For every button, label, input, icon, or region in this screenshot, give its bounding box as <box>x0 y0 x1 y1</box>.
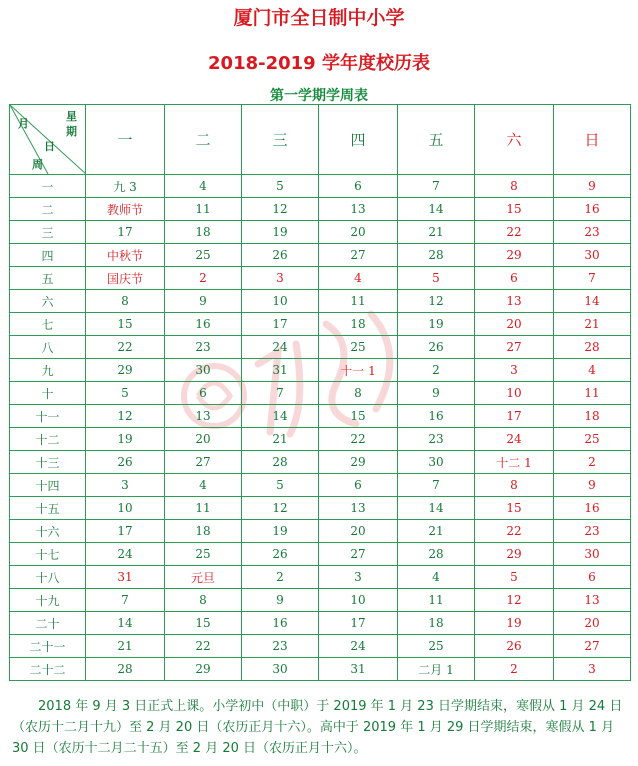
table-row <box>10 244 631 267</box>
day-cell: 15 <box>319 405 398 428</box>
day-cell: 20 <box>319 520 398 543</box>
day-cell: 4 <box>398 566 475 589</box>
day-cell: 14 <box>242 405 319 428</box>
day-cell: 19 <box>242 221 319 244</box>
day-cell: 7 <box>242 382 319 405</box>
day-cell: 18 <box>165 520 242 543</box>
day-cell: 5 <box>398 267 475 290</box>
day-cell: 8 <box>475 175 554 198</box>
day-cell: 29 <box>165 658 242 681</box>
day-cell: 5 <box>242 474 319 497</box>
day-cell: 16 <box>398 405 475 428</box>
table-row <box>10 520 631 543</box>
day-cell: 28 <box>242 451 319 474</box>
day-cell: 十一 1 <box>319 359 398 382</box>
table-row <box>10 635 631 658</box>
day-cell: 6 <box>319 175 398 198</box>
table-row <box>10 543 631 566</box>
day-cell: 7 <box>398 175 475 198</box>
table-row <box>10 497 631 520</box>
header-sunday: 日 <box>554 105 631 175</box>
day-cell: 教师节 <box>86 198 165 221</box>
day-cell: 17 <box>475 405 554 428</box>
day-cell: 30 <box>242 658 319 681</box>
day-cell: 3 <box>554 658 631 681</box>
day-cell: 10 <box>242 290 319 313</box>
day-cell: 7 <box>398 474 475 497</box>
day-cell: 16 <box>554 497 631 520</box>
week-number-cell: 十五 <box>10 497 86 520</box>
day-cell: 8 <box>319 382 398 405</box>
day-cell: 23 <box>398 428 475 451</box>
table-row <box>10 313 631 336</box>
table-row <box>10 382 631 405</box>
table-row <box>10 336 631 359</box>
week-number-cell: 二十一 <box>10 635 86 658</box>
corner-week-label-2: 期 <box>66 125 77 138</box>
day-cell: 2 <box>554 451 631 474</box>
day-cell: 6 <box>554 566 631 589</box>
day-cell: 29 <box>475 543 554 566</box>
day-cell: 28 <box>554 336 631 359</box>
table-row <box>10 175 631 198</box>
day-cell: 7 <box>554 267 631 290</box>
page-title: 厦门市全日制中小学 <box>233 7 405 29</box>
day-cell: 19 <box>86 428 165 451</box>
table-row <box>10 566 631 589</box>
day-cell: 9 <box>165 290 242 313</box>
day-cell: 31 <box>319 658 398 681</box>
day-cell: 11 <box>165 198 242 221</box>
day-cell: 20 <box>554 612 631 635</box>
week-number-cell: 三 <box>10 221 86 244</box>
day-cell: 20 <box>319 221 398 244</box>
day-cell: 22 <box>475 221 554 244</box>
day-cell: 8 <box>475 474 554 497</box>
week-number-cell: 五 <box>10 267 86 290</box>
day-cell: 十二 1 <box>475 451 554 474</box>
week-number-cell: 八 <box>10 336 86 359</box>
day-cell: 22 <box>86 336 165 359</box>
day-cell: 15 <box>165 612 242 635</box>
day-cell: 3 <box>319 566 398 589</box>
day-cell: 26 <box>398 336 475 359</box>
day-cell: 19 <box>475 612 554 635</box>
day-cell: 29 <box>475 244 554 267</box>
day-cell: 4 <box>554 359 631 382</box>
day-cell: 27 <box>165 451 242 474</box>
day-cell: 11 <box>165 497 242 520</box>
week-number-cell: 十 <box>10 382 86 405</box>
day-cell: 26 <box>475 635 554 658</box>
week-number-cell: 九 <box>10 359 86 382</box>
day-cell: 13 <box>165 405 242 428</box>
day-cell: 18 <box>398 612 475 635</box>
day-cell: 16 <box>242 612 319 635</box>
day-cell: 14 <box>86 612 165 635</box>
day-cell: 26 <box>86 451 165 474</box>
day-cell: 27 <box>475 336 554 359</box>
day-cell: 元旦 <box>165 566 242 589</box>
week-number-cell: 十八 <box>10 566 86 589</box>
day-cell: 12 <box>242 198 319 221</box>
day-cell: 20 <box>475 313 554 336</box>
day-cell: 26 <box>242 543 319 566</box>
day-cell: 28 <box>86 658 165 681</box>
day-cell: 22 <box>165 635 242 658</box>
day-cell: 5 <box>242 175 319 198</box>
day-cell: 6 <box>475 267 554 290</box>
corner-week-num-label: 周 <box>32 158 43 171</box>
day-cell: 17 <box>86 221 165 244</box>
day-cell: 15 <box>475 198 554 221</box>
corner-day-label: 日 <box>44 140 55 153</box>
day-cell: 14 <box>398 497 475 520</box>
day-cell: 17 <box>86 520 165 543</box>
day-cell: 9 <box>554 175 631 198</box>
day-cell: 16 <box>554 198 631 221</box>
day-cell: 2 <box>475 658 554 681</box>
table-row <box>10 405 631 428</box>
day-cell: 10 <box>475 382 554 405</box>
day-cell: 国庆节 <box>86 267 165 290</box>
day-cell: 27 <box>554 635 631 658</box>
day-cell: 6 <box>165 382 242 405</box>
day-cell: 17 <box>319 612 398 635</box>
day-cell: 28 <box>398 244 475 267</box>
day-cell: 4 <box>165 474 242 497</box>
table-row <box>10 428 631 451</box>
day-cell: 13 <box>475 290 554 313</box>
day-cell: 12 <box>242 497 319 520</box>
header-saturday: 六 <box>475 105 554 175</box>
week-number-cell: 二十 <box>10 612 86 635</box>
day-cell: 30 <box>165 359 242 382</box>
day-cell: 21 <box>242 428 319 451</box>
day-cell: 21 <box>398 221 475 244</box>
day-cell: 14 <box>554 290 631 313</box>
day-cell: 24 <box>475 428 554 451</box>
day-cell: 11 <box>554 382 631 405</box>
day-cell: 7 <box>86 589 165 612</box>
day-cell: 30 <box>554 543 631 566</box>
day-cell: 26 <box>242 244 319 267</box>
week-number-cell: 十九 <box>10 589 86 612</box>
day-cell: 23 <box>165 336 242 359</box>
day-cell: 21 <box>554 313 631 336</box>
day-cell: 14 <box>398 198 475 221</box>
week-number-cell: 十四 <box>10 474 86 497</box>
day-cell: 15 <box>475 497 554 520</box>
day-cell: 10 <box>319 589 398 612</box>
table-row <box>10 589 631 612</box>
day-cell: 22 <box>319 428 398 451</box>
day-cell: 24 <box>86 543 165 566</box>
day-cell: 17 <box>242 313 319 336</box>
day-cell: 中秋节 <box>86 244 165 267</box>
week-number-cell: 七 <box>10 313 86 336</box>
day-cell: 20 <box>165 428 242 451</box>
table-row <box>10 612 631 635</box>
day-cell: 12 <box>475 589 554 612</box>
day-cell: 22 <box>475 520 554 543</box>
day-cell: 19 <box>398 313 475 336</box>
day-cell: 8 <box>86 290 165 313</box>
day-cell: 23 <box>554 221 631 244</box>
corner-header-cell <box>10 105 86 175</box>
day-cell: 2 <box>398 359 475 382</box>
school-calendar-table <box>9 104 631 681</box>
table-row <box>10 451 631 474</box>
day-cell: 31 <box>242 359 319 382</box>
day-cell: 12 <box>86 405 165 428</box>
week-number-cell: 十三 <box>10 451 86 474</box>
day-cell: 13 <box>319 198 398 221</box>
day-cell: 6 <box>319 474 398 497</box>
day-cell: 九 3 <box>86 175 165 198</box>
day-cell: 4 <box>165 175 242 198</box>
table-title: 第一学期学周表 <box>270 88 368 104</box>
day-cell: 二月 1 <box>398 658 475 681</box>
day-cell: 4 <box>319 267 398 290</box>
day-cell: 31 <box>86 566 165 589</box>
day-cell: 25 <box>319 336 398 359</box>
header-monday: 一 <box>86 105 165 175</box>
day-cell: 5 <box>475 566 554 589</box>
header-row <box>10 105 631 175</box>
day-cell: 21 <box>398 520 475 543</box>
week-number-cell: 十六 <box>10 520 86 543</box>
day-cell: 2 <box>165 267 242 290</box>
day-cell: 3 <box>475 359 554 382</box>
day-cell: 3 <box>242 267 319 290</box>
day-cell: 25 <box>398 635 475 658</box>
table-row <box>10 658 631 681</box>
day-cell: 27 <box>319 543 398 566</box>
table-row <box>10 221 631 244</box>
day-cell: 13 <box>319 497 398 520</box>
day-cell: 11 <box>398 589 475 612</box>
day-cell: 24 <box>319 635 398 658</box>
semester-note: 2018 年 9 月 3 日正式上课。小学初中（中职）于 2019 年 1 月 23 日学期结束，寒假从 1 月 24 日（农历十二月十九）至 2 月 20 日（农历正月十六）。高中于 2019 年 1 月 29 日学期结束，寒假从 1 月 30 日（农历十二月二十五）至 2 月 20 日（农历正月十六）。 <box>12 699 623 756</box>
day-cell: 11 <box>319 290 398 313</box>
day-cell: 25 <box>165 543 242 566</box>
day-cell: 21 <box>86 635 165 658</box>
header-thursday: 四 <box>319 105 398 175</box>
day-cell: 18 <box>319 313 398 336</box>
day-cell: 30 <box>398 451 475 474</box>
day-cell: 18 <box>554 405 631 428</box>
day-cell: 27 <box>319 244 398 267</box>
day-cell: 13 <box>554 589 631 612</box>
day-cell: 3 <box>86 474 165 497</box>
day-cell: 9 <box>398 382 475 405</box>
day-cell: 12 <box>398 290 475 313</box>
day-cell: 8 <box>165 589 242 612</box>
day-cell: 25 <box>165 244 242 267</box>
day-cell: 10 <box>86 497 165 520</box>
day-cell: 24 <box>242 336 319 359</box>
table-row <box>10 359 631 382</box>
day-cell: 2 <box>242 566 319 589</box>
day-cell: 18 <box>165 221 242 244</box>
day-cell: 29 <box>86 359 165 382</box>
week-number-cell: 二十二 <box>10 658 86 681</box>
day-cell: 16 <box>165 313 242 336</box>
calendar-year-title: 2018-2019 学年度校历表 <box>208 53 430 74</box>
table-row <box>10 198 631 221</box>
week-number-cell: 十二 <box>10 428 86 451</box>
day-cell: 19 <box>242 520 319 543</box>
day-cell: 25 <box>554 428 631 451</box>
day-cell: 9 <box>554 474 631 497</box>
table-row <box>10 267 631 290</box>
corner-month-label: 月 <box>18 117 29 130</box>
week-number-cell: 十七 <box>10 543 86 566</box>
week-number-cell: 六 <box>10 290 86 313</box>
table-row <box>10 474 631 497</box>
corner-week-label-1: 星 <box>66 110 77 123</box>
week-number-cell: 十一 <box>10 405 86 428</box>
day-cell: 29 <box>319 451 398 474</box>
day-cell: 15 <box>86 313 165 336</box>
week-number-cell: 二 <box>10 198 86 221</box>
day-cell: 28 <box>398 543 475 566</box>
day-cell: 23 <box>242 635 319 658</box>
table-row <box>10 290 631 313</box>
day-cell: 5 <box>86 382 165 405</box>
week-number-cell: 一 <box>10 175 86 198</box>
day-cell: 30 <box>554 244 631 267</box>
header-tuesday: 二 <box>165 105 242 175</box>
header-friday: 五 <box>398 105 475 175</box>
header-wednesday: 三 <box>242 105 319 175</box>
day-cell: 9 <box>242 589 319 612</box>
week-number-cell: 四 <box>10 244 86 267</box>
day-cell: 23 <box>554 520 631 543</box>
